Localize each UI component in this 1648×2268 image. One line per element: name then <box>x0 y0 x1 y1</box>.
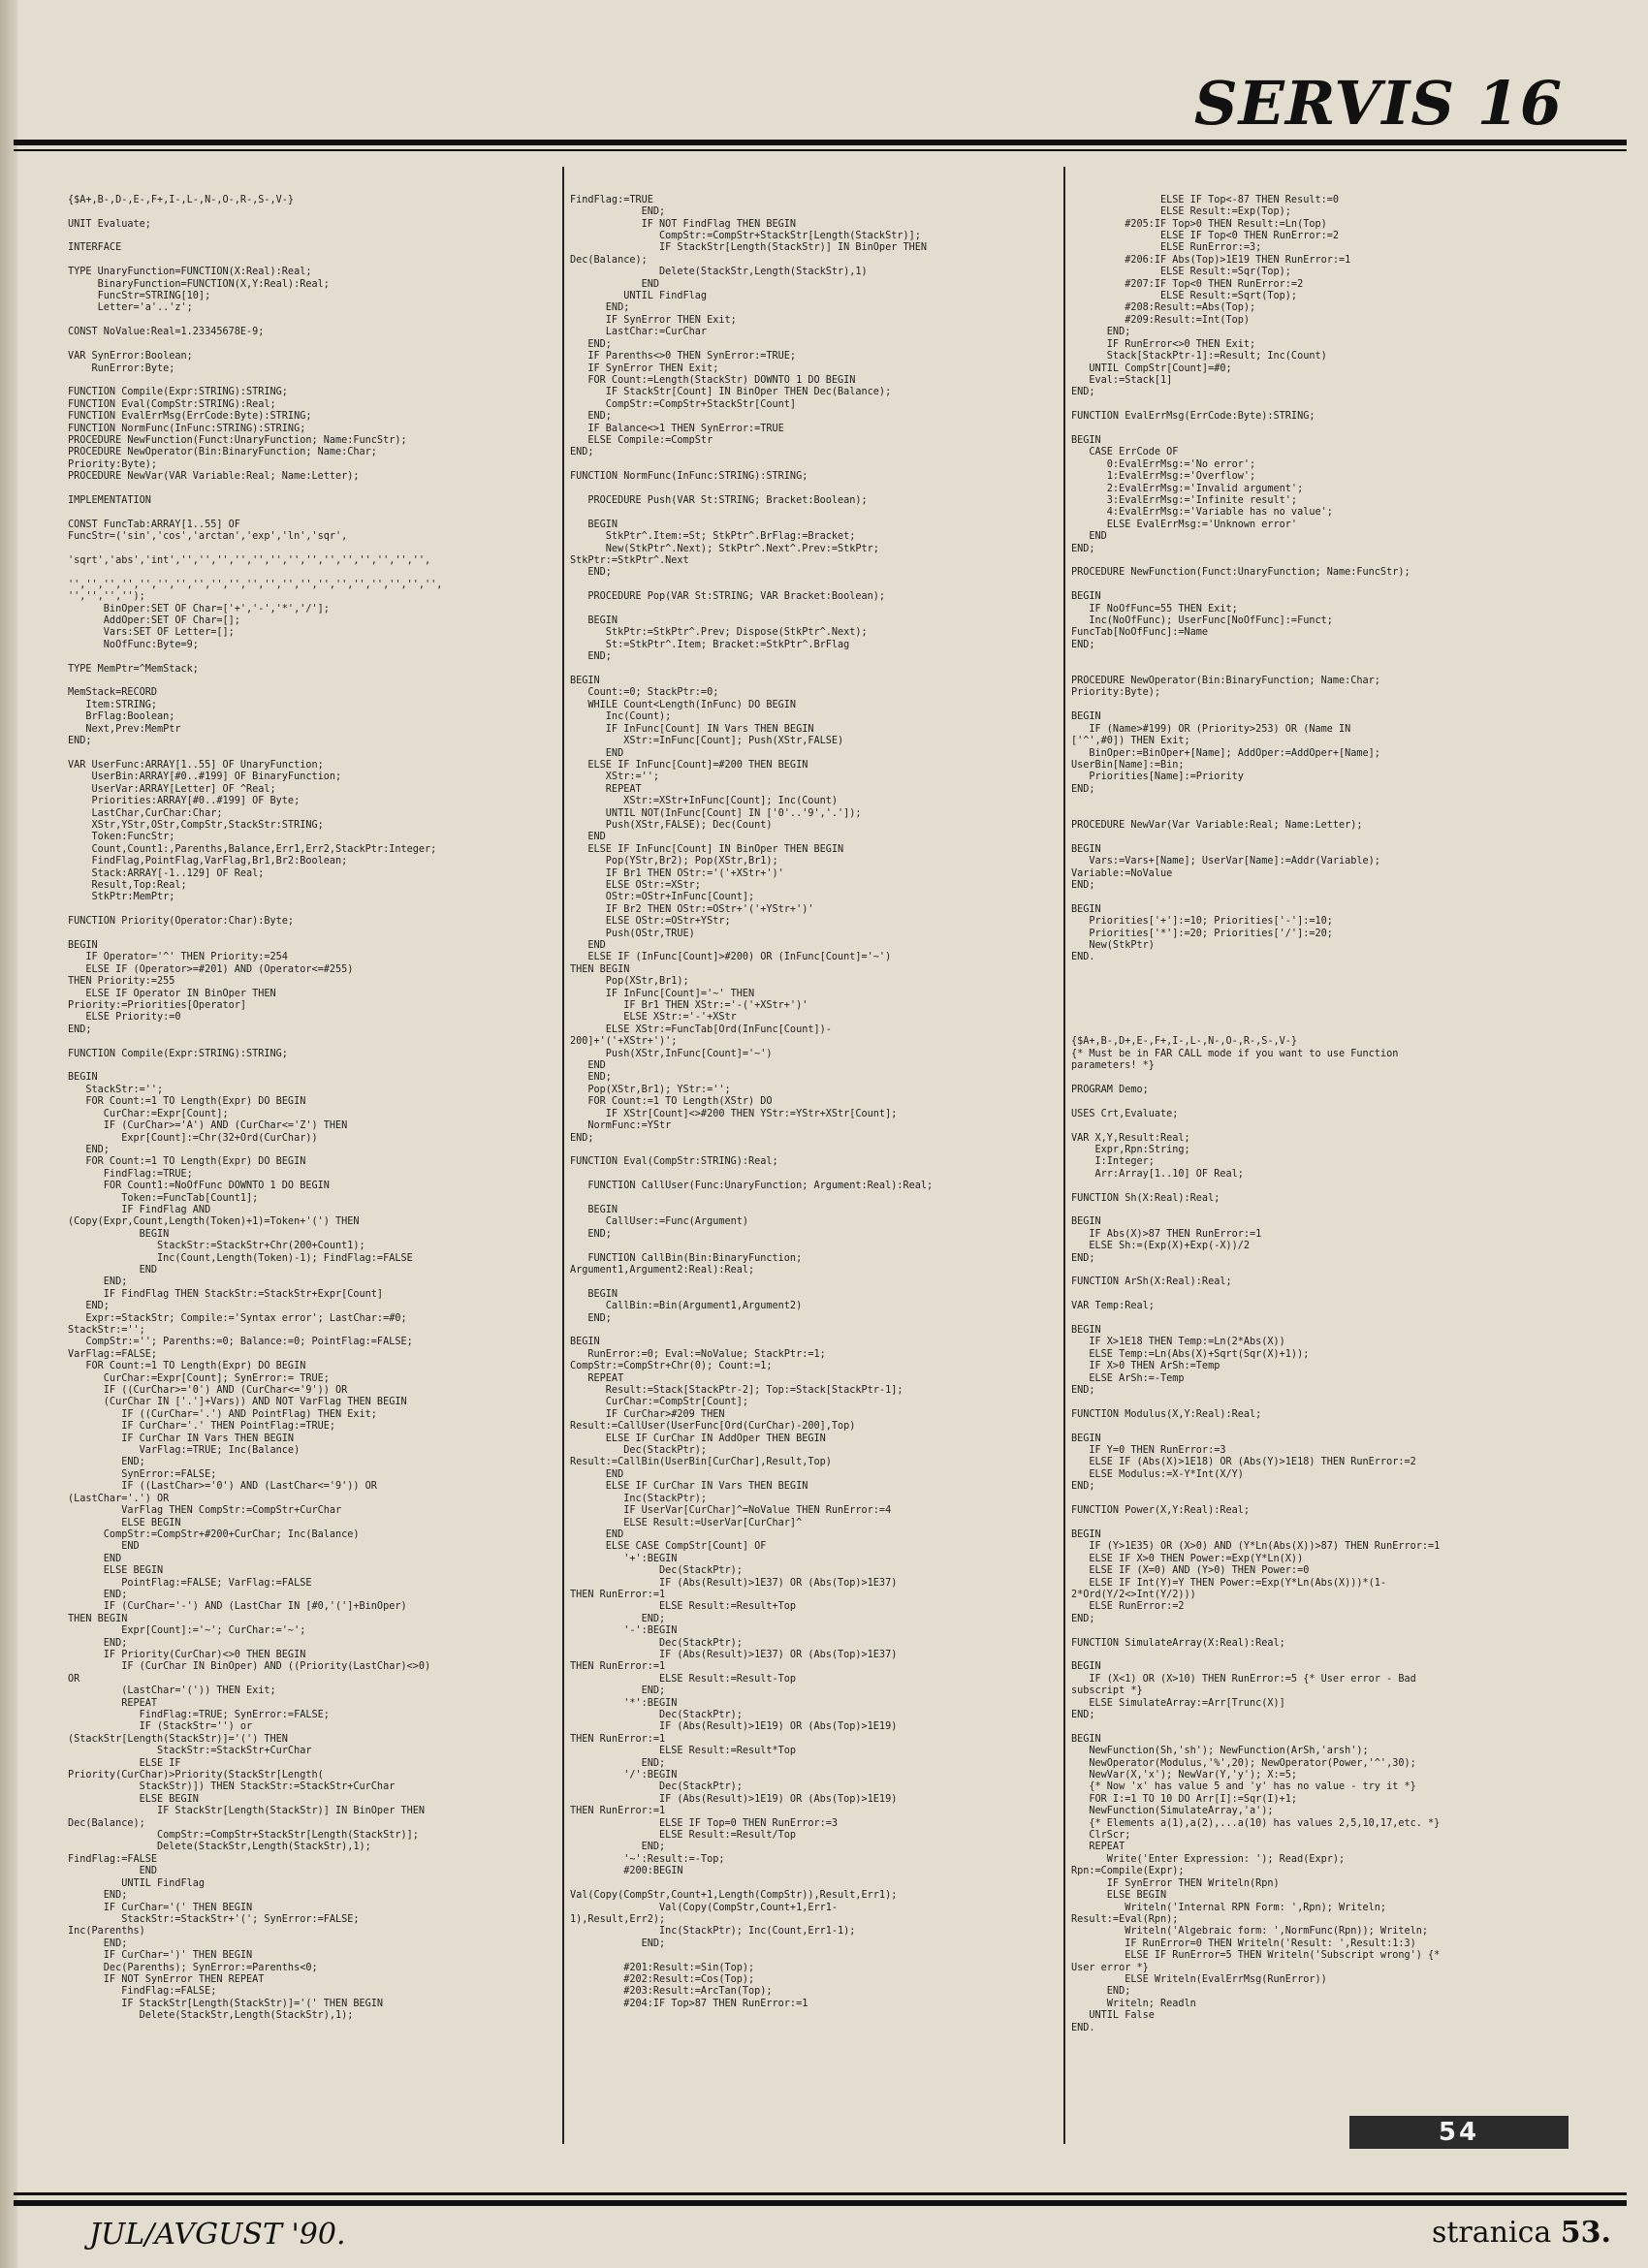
page-spine-shadow <box>0 0 17 2268</box>
issue-date: JUL/AVGUST '90. <box>89 2218 346 2252</box>
page-number <box>1432 2216 1611 2250</box>
code-listing: {$A+,B-,D-,E-,F+,I-,L-,N-,O-,R-,S-,V-} UNIT Evaluate; INTERFACE TYPE UnaryFunction=FUNCTION(X:Real):Real; BinaryFunction=FUNCTION(X,Y:Real):Real; FuncStr=STRING[10]; Letter='a'..'z'; CONST NoValue:Real=1.23345678E-9; VAR SynError:Boolean; RunError:Byte; FUNCTION Compile(Expr:STRING):STRING; FUNCTION Eval(CompStr:STRING):Real; FUNCTION EvalErrMsg(ErrCode:Byte):STRING; FUNCTION NormFunc(InFunc:STRING):STRING; PROCEDURE NewFunction(Funct:UnaryFunction; Name:FuncStr); PROCEDURE NewOperator(Bin:BinaryFunction; Name:Char; Priority:Byte); PROCEDURE NewVar(VAR Variable:Real; Name:Letter); IMPLEMENTATION CONST FuncTab:ARRAY[1..55] OF FuncStr=('sin','cos','arctan','exp','ln','sqr', 'sqrt','abs','int','','','','','','','','','','','','','','', '','','','','','','','','','','','','','','','','','','','','', '','','',''); BinOper:SET OF Char=['+','-','*','/']; AddOper:SET OF Char=[]; Vars:SET OF Letter=[]; NoOfFunc:Byte=9; TYPE MemPtr=^MemStack; MemStack=RECORD Item:STRING; BrFlag:Boolean; Next,Prev:MemPtr END; VAR UserFunc:ARRAY[1..55] OF UnaryFunction; UserBin:ARRAY[#0..#199] OF BinaryFunction; UserVar:ARRAY[Letter] OF ^Real; Priorities:ARRAY[#0..#199] OF Byte; LastChar,CurChar:Char; XStr,YStr,OStr,CompStr,StackStr:STRING; Token:FuncStr; Count,Count1:,Parenths,Balance,Err1,Err2,StackPtr:Integer; FindFlag,PointFlag,VarFlag,Br1,Br2:Boolean; Stack:ARRAY[-1..129] OF Real; Result,Top:Real; StkPtr:MemPtr; FUNCTION Priority(Operator:Char):Byte; BEGIN IF Operator='^' THEN Priority:=254 ELSE IF (Operator>=#201) AND (Operator<=#255) THEN Priority:=255 ELSE IF Operator IN BinOper THEN Priority:=Priorities[Operator] ELSE Priority:=0 END; FUNCTION Compile(Expr:STRING):STRING; BEGIN StackStr:=''; FOR Count:=1 TO Length(Expr) DO BEGIN CurChar:=Expr[Count]; IF (CurChar>='A') AND (CurChar<='Z') THEN Expr[Count]:=Chr(32+Ord(CurChar)) END; FOR Count:=1 TO Length(Expr) DO BEGIN FindFlag:=TRUE; FOR Count1:=NoOfFunc DOWNTO 1 DO BEGIN Token:=FuncTab[Count1]; IF FindFlag AND (Copy(Expr,Count,Length(Token)+1)=Token+'(') THEN BEGIN StackStr:=StackStr+Chr(200+Count1); Inc(Count,Length(Token)-1); FindFlag:=FALSE END END; IF FindFlag THEN StackStr:=StackStr+Expr[Count] END; Expr:=StackStr; Compile:='Syntax error'; LastChar:=#0; StackStr:=''; CompStr:=''; Parenths:=0; Balance:=0; PointFlag:=FALSE; VarFlag:=FALSE; FOR Count:=1 TO Length(Expr) DO BEGIN CurChar:=Expr[Count]; SynError:= TRUE; IF ((CurChar>='0') AND (CurChar<='9')) OR (CurChar IN ['.']+Vars)) AND NOT VarFlag THEN BEGIN IF ((CurChar='.') AND PointFlag) THEN Exit; IF CurChar='.' THEN PointFlag:=TRUE; IF CurChar IN Vars THEN BEGIN VarFlag:=TRUE; Inc(Balance) END; SynError:=FALSE; IF ((LastChar>='0') AND (LastChar<='9')) OR (LastChar='.') OR VarFlag THEN CompStr:=CompStr+CurChar ELSE BEGIN CompStr:=CompStr+#200+CurChar; Inc(Balance) END END ELSE BEGIN PointFlag:=FALSE; VarFlag:=FALSE END; IF (CurChar='-') AND (LastChar IN [#0,'(']+BinOper) THEN BEGIN Expr[Count]:='~'; CurChar:='~'; END; IF Priority(CurChar)<>0 THEN BEGIN IF (CurChar IN BinOper) AND ((Priority(LastChar)<>0) OR (LastChar='(')) THEN Exit; REPEAT FindFlag:=TRUE; SynError:=FALSE; IF (StackStr='') or (StackStr[Length(StackStr)]='(') THEN StackStr:=StackStr+CurChar ELSE IF Priority(CurChar)>Priority(StackStr[Length( StackStr)]) THEN StackStr:=StackStr+CurChar ELSE BEGIN IF StackStr[Length(StackStr)] IN BinOper THEN Dec(Balance); CompStr:=CompStr+StackStr[Length(StackStr)]; Delete(StackStr,Length(StackStr),1); FindFlag:=FALSE END UNTIL FindFlag END; IF CurChar='(' THEN BEGIN StackStr:=StackStr+'('; SynError:=FALSE; Inc(Parenths) END; IF CurChar=')' THEN BEGIN Dec(Parenths); SynError:=Parenths<0; IF NOT SynError THEN REPEAT FindFlag:=FALSE; IF StackStr[Length(StackStr)]='(' THEN BEGIN Delete(StackStr,Length(StackStr),1); <box>68 194 443 2022</box>
footer-rule-thick <box>14 2200 1627 2206</box>
page-label: stranica <box>1431 2216 1552 2250</box>
code-column-3 <box>1071 171 1590 2153</box>
code-column-1 <box>68 171 557 2153</box>
header-rule-thick <box>14 140 1627 145</box>
section-title: SERVIS 16 <box>1193 68 1563 139</box>
page-footer <box>0 2192 1648 2268</box>
code-listing: FindFlag:=TRUE END; IF NOT FindFlag THEN BEGIN CompStr:=CompStr+StackStr[Length(StackStr)]; IF StackStr[Length(StackStr)] IN BinOper THEN Dec(Balance); Delete(StackStr,Length(StackStr),1) END UNTIL FindFlag END; IF SynError THEN Exit; LastChar:=CurChar END; IF Parenths<>0 THEN SynError:=TRUE; IF SynError THEN Exit; FOR Count:=Length(StackStr) DOWNTO 1 DO BEGIN IF StackStr[Count] IN BinOper THEN Dec(Balance); CompStr:=CompStr+StackStr[Count] END; IF Balance<>1 THEN SynError:=TRUE ELSE Compile:=CompStr END; FUNCTION NormFunc(InFunc:STRING):STRING; PROCEDURE Push(VAR St:STRING; Bracket:Boolean); BEGIN StkPtr^.Item:=St; StkPtr^.BrFlag:=Bracket; New(StkPtr^.Next); StkPtr^.Next^.Prev:=StkPtr; StkPtr:=StkPtr^.Next END; PROCEDURE Pop(VAR St:STRING; VAR Bracket:Boolean); BEGIN StkPtr:=StkPtr^.Prev; Dispose(StkPtr^.Next); St:=StkPtr^.Item; Bracket:=StkPtr^.BrFlag END; BEGIN Count:=0; StackPtr:=0; WHILE Count<Length(InFunc) DO BEGIN Inc(Count); IF InFunc[Count] IN Vars THEN BEGIN XStr:=InFunc[Count]; Push(XStr,FALSE) END ELSE IF InFunc[Count]=#200 THEN BEGIN XStr:=''; REPEAT XStr:=XStr+InFunc[Count]; Inc(Count) UNTIL NOT(InFunc[Count] IN ['0'..'9','.']); Push(XStr,FALSE); Dec(Count) END ELSE IF InFunc[Count] IN BinOper THEN BEGIN Pop(YStr,Br2); Pop(XStr,Br1); IF Br1 THEN OStr:='('+XStr+')' ELSE OStr:=XStr; OStr:=OStr+InFunc[Count]; IF Br2 THEN OStr:=OStr+'('+YStr+')' ELSE OStr:=OStr+YStr; Push(OStr,TRUE) END ELSE IF (InFunc[Count]>#200) OR (InFunc[Count]='~') THEN BEGIN Pop(XStr,Br1); IF InFunc[Count]='~' THEN IF Br1 THEN XStr:='-('+XStr+')' ELSE XStr:='-'+XStr ELSE XStr:=FuncTab[Ord(InFunc[Count])- 200]+'('+XStr+')'; Push(XStr,InFunc[Count]='~') END END; Pop(XStr,Br1); YStr:=''; FOR Count:=1 TO Length(XStr) DO IF XStr[Count]<>#200 THEN YStr:=YStr+XStr[Count]; NormFunc:=YStr END; FUNCTION Eval(CompStr:STRING):Real; FUNCTION CallUser(Func:UnaryFunction; Argument:Real):Real; BEGIN CallUser:=Func(Argument) END; FUNCTION CallBin(Bin:BinaryFunction; Argument1,Argument2:Real):Real; BEGIN CallBin:=Bin(Argument1,Argument2) END; BEGIN RunError:=0; Eval:=NoValue; StackPtr:=1; CompStr:=CompStr+Chr(0); Count:=1; REPEAT Result:=Stack[StackPtr-2]; Top:=Stack[StackPtr-1]; CurChar:=CompStr[Count]; IF CurChar>#209 THEN Result:=CallUser(UserFunc[Ord(CurChar)-200],Top) ELSE IF CurChar IN AddOper THEN BEGIN Dec(StackPtr); Result:=CallBin(UserBin[CurChar],Result,Top) END ELSE IF CurChar IN Vars THEN BEGIN Inc(StackPtr); IF UserVar[CurChar]^=NoValue THEN RunError:=4 ELSE Result:=UserVar[CurChar]^ END ELSE CASE CompStr[Count] OF '+':BEGIN Dec(StackPtr); IF (Abs(Result)>1E37) OR (Abs(Top)>1E37) THEN RunError:=1 ELSE Result:=Result+Top END; '-':BEGIN Dec(StackPtr); IF (Abs(Result)>1E37) OR (Abs(Top)>1E37) THEN RunError:=1 ELSE Result:=Result-Top END; '*':BEGIN Dec(StackPtr); IF (Abs(Result)>1E19) OR (Abs(Top)>1E19) THEN RunError:=1 ELSE Result:=Result*Top END; '/':BEGIN Dec(StackPtr); IF (Abs(Result)>1E19) OR (Abs(Top)>1E19) THEN RunError:=1 ELSE IF Top=0 THEN RunError:=3 ELSE Result:=Result/Top END; '~':Result:=-Top; #200:BEGIN Val(Copy(CompStr,Count+1,Length(CompStr)),Result,Err1); Val(Copy(CompStr,Count+1,Err1- 1),Result,Err2); Inc(StackPtr); Inc(Count,Err1-1); END; #201:Result:=Sin(Top); #202:Result:=Cos(Top); #203:Result:=ArcTan(Top); #204:IF Top>87 THEN RunError:=1 <box>570 194 934 2009</box>
page-badge: 54 <box>1349 2116 1569 2149</box>
code-listing: ELSE IF Top<-87 THEN Result:=0 ELSE Result:=Exp(Top); #205:IF Top>0 THEN Result:=Ln(Top) ELSE IF Top<0 THEN RunError:=2 ELSE RunError:=3; #206:IF Abs(Top)>1E19 THEN RunError:=1 ELSE Result:=Sqr(Top); #207:IF Top<0 THEN RunError:=2 ELSE Result:=Sqrt(Top); #208:Result:=Abs(Top); #209:Result:=Int(Top) END; IF RunError<>0 THEN Exit; Stack[StackPtr-1]:=Result; Inc(Count) UNTIL CompStr[Count]=#0; Eval:=Stack[1] END; FUNCTION EvalErrMsg(ErrCode:Byte):STRING; BEGIN CASE ErrCode OF 0:EvalErrMsg:='No error'; 1:EvalErrMsg:='Overflow'; 2:EvalErrMsg:='Invalid argument'; 3:EvalErrMsg:='Infinite result'; 4:EvalErrMsg:='Variable has no value'; ELSE EvalErrMsg:='Unknown error' END END; PROCEDURE NewFunction(Funct:UnaryFunction; Name:FuncStr); BEGIN IF NoOfFunc=55 THEN Exit; Inc(NoOfFunc); UserFunc[NoOfFunc]:=Funct; FuncTab[NoOfFunc]:=Name END; PROCEDURE NewOperator(Bin:BinaryFunction; Name:Char; Priority:Byte); BEGIN IF (Name>#199) OR (Priority>253) OR (Name IN ['^',#0]) THEN Exit; BinOper:=BinOper+[Name]; AddOper:=AddOper+[Name]; UserBin[Name]:=Bin; Priorities[Name]:=Priority END; PROCEDURE NewVar(Var Variable:Real; Name:Letter); BEGIN Vars:=Vars+[Name]; UserVar[Name]:=Addr(Variable); Variable:=NoValue END; BEGIN Priorities['+']:=10; Priorities['-']:=10; Priorities['*']:=20; Priorities['/']:=20; New(StkPtr) END. {$A+,B-,D+,E-,F+,I-,L-,N-,O-,R-,S-,V-} {* Must be in FAR CALL mode if you want to use Function parameters! *} PROGRAM Demo; USES Crt,Evaluate; VAR X,Y,Result:Real; Expr,Rpn:String; I:Integer; Arr:Array[1..10] OF Real; FUNCTION Sh(X:Real):Real; BEGIN IF Abs(X)>87 THEN RunError:=1 ELSE Sh:=(Exp(X)+Exp(-X))/2 END; FUNCTION ArSh(X:Real):Real; VAR Temp:Real; BEGIN IF X>1E18 THEN Temp:=Ln(2*Abs(X)) ELSE Temp:=Ln(Abs(X)+Sqrt(Sqr(X)+1)); IF X>0 THEN ArSh:=Temp ELSE ArSh:=-Temp END; FUNCTION Modulus(X,Y:Real):Real; BEGIN IF Y=0 THEN RunError:=3 ELSE IF (Abs(X)>1E18) OR (Abs(Y)>1E18) THEN RunError:=2 ELSE Modulus:=X-Y*Int(X/Y) END; FUNCTION Power(X,Y:Real):Real; BEGIN IF (Y>1E35) OR (X>0) AND (Y*Ln(Abs(X))>87) THEN RunError:=1 ELSE IF X>0 THEN Power:=Exp(Y*Ln(X)) ELSE IF (X=0) AND (Y>0) THEN Power:=0 ELSE IF Int(Y)=Y THEN Power:=Exp(Y*Ln(Abs(X)))*(1- 2*Ord(Y/2<>Int(Y/2))) ELSE RunError:=2 END; FUNCTION SimulateArray(X:Real):Real; BEGIN IF (X<1) OR (X>10) THEN RunError:=5 {* User error - Bad subscript *} ELSE SimulateArray:=Arr[Trunc(X)] END; BEGIN NewFunction(Sh,'sh'); NewFunction(ArSh,'arsh'); NewOperator(Modulus,'%',20); NewOperator(Power,'^',30); NewVar(X,'x'); NewVar(Y,'y'); X:=5; {* Now 'x' has value 5 and 'y' has no value - try it *} FOR I:=1 TO 10 DO Arr[I]:=Sqr(I)+1; NewFunction(SimulateArray,'a'); {* Elements a(1),a(2),...a(10) has values 2,5,10,17,etc. *} ClrScr; REPEAT Write('Enter Expression: '); Read(Expr); Rpn:=Compile(Expr); IF SynError THEN Writeln(Rpn) ELSE BEGIN Writeln('Internal RPN Form: ',Rpn); Writeln; Result:=Eval(Rpn); Writeln('Algebraic form: ',NormFunc(Rpn)); Writeln; IF RunError=0 THEN Writeln('Result: ',Result:1:3) ELSE IF RunError=5 THEN Writeln('Subscript wrong') {* User error *} ELSE Writeln(EvalErrMsg(RunError)) END; Writeln; Readln UNTIL False END. <box>1071 194 1441 2033</box>
page-header <box>0 58 1648 145</box>
footer-rule-thin <box>14 2192 1627 2195</box>
header-rule-thin <box>14 149 1627 151</box>
column-divider <box>1063 167 1065 2144</box>
code-column-2 <box>570 171 1062 2153</box>
column-divider <box>562 167 564 2144</box>
page-number-value: 53. <box>1560 2216 1611 2250</box>
